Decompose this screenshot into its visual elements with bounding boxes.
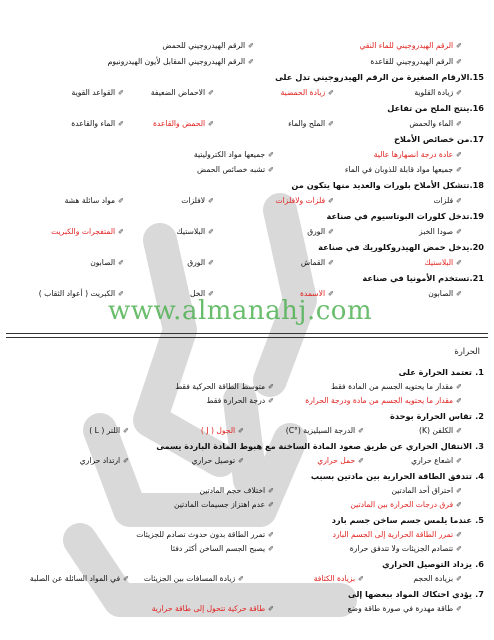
pencil-marker-icon: ✐ bbox=[328, 89, 334, 97]
answer-option[interactable] bbox=[190, 286, 214, 302]
answer-option[interactable] bbox=[359, 38, 462, 54]
pencil-marker-icon: ✐ bbox=[456, 605, 462, 613]
question-text bbox=[311, 469, 484, 484]
question-number: 1. bbox=[475, 367, 484, 377]
answer-option[interactable] bbox=[305, 393, 462, 409]
pencil-marker-icon: ✐ bbox=[456, 120, 462, 128]
option-text: عدم اهتزاز جسيمات المادتين bbox=[173, 500, 266, 509]
question-row bbox=[14, 271, 484, 286]
option-row bbox=[14, 541, 484, 556]
pencil-marker-icon: ✐ bbox=[248, 42, 254, 50]
question-row bbox=[14, 132, 484, 147]
option-text: احتراق أحد المادتين bbox=[391, 486, 454, 495]
answer-option[interactable] bbox=[207, 393, 274, 409]
question-label: تدخل كلورات البوتاسيوم في صناعة bbox=[326, 211, 470, 221]
answer-option[interactable] bbox=[419, 423, 462, 439]
question-number: 20. bbox=[469, 242, 484, 252]
watermark-url: www.almanahj.com bbox=[108, 296, 373, 326]
question-row bbox=[14, 469, 484, 484]
pencil-marker-icon: ✐ bbox=[268, 487, 274, 495]
pencil-marker-icon: ✐ bbox=[118, 197, 124, 205]
answer-option[interactable] bbox=[174, 497, 274, 513]
answer-option[interactable] bbox=[162, 38, 254, 54]
option-row bbox=[14, 423, 484, 438]
option-text: حمل حراري bbox=[317, 456, 356, 465]
pencil-marker-icon: ✐ bbox=[208, 89, 214, 97]
option-text: اللتر ( L ) bbox=[89, 426, 121, 435]
question-number: 2. bbox=[475, 411, 484, 421]
question-label: يزداد التوصيل الحراري bbox=[382, 559, 472, 569]
answer-option[interactable] bbox=[350, 497, 462, 513]
option-text: الدرجة السيليزية (°C) bbox=[285, 426, 356, 435]
answer-option[interactable] bbox=[370, 54, 462, 70]
question-label: تتدفق الطاقة الحرارية بين مادتين بسبب bbox=[310, 471, 472, 481]
answer-option[interactable] bbox=[301, 255, 334, 271]
answer-option[interactable] bbox=[71, 116, 124, 132]
question-text bbox=[394, 132, 484, 147]
pencil-marker-icon: ✐ bbox=[208, 228, 214, 236]
question-number: 18. bbox=[469, 180, 484, 190]
pencil-marker-icon: ✐ bbox=[456, 545, 462, 553]
answer-option[interactable] bbox=[348, 601, 462, 617]
pencil-marker-icon: ✐ bbox=[456, 427, 462, 435]
option-text: صودا الخبز bbox=[419, 227, 454, 236]
answer-option[interactable] bbox=[144, 571, 244, 587]
option-row bbox=[14, 224, 484, 239]
option-text: تمرر الطاقة بدون حدوث تصادم للجزيئات bbox=[136, 530, 266, 539]
pencil-marker-icon: ✐ bbox=[118, 89, 124, 97]
answer-option[interactable] bbox=[374, 147, 462, 163]
pencil-marker-icon: ✐ bbox=[123, 457, 129, 465]
question-row bbox=[14, 587, 484, 602]
pencil-marker-icon: ✐ bbox=[328, 290, 334, 298]
question-number: 16. bbox=[469, 103, 484, 113]
pencil-marker-icon: ✐ bbox=[268, 397, 274, 405]
answer-option[interactable] bbox=[317, 453, 364, 469]
pencil-marker-icon: ✐ bbox=[456, 457, 462, 465]
option-text: فلزات ولافلزات bbox=[275, 196, 326, 205]
pencil-marker-icon: ✐ bbox=[268, 501, 274, 509]
option-text: اشعاع حراري bbox=[411, 456, 454, 465]
answer-option[interactable] bbox=[419, 224, 462, 240]
answer-option[interactable] bbox=[288, 116, 334, 132]
question-text bbox=[156, 439, 484, 454]
pencil-marker-icon: ✐ bbox=[328, 228, 334, 236]
option-text: فلزات bbox=[433, 196, 454, 205]
question-text bbox=[390, 409, 484, 424]
option-text: الملح والماء bbox=[288, 119, 326, 128]
option-text: جميعها مواد الكتروليتية bbox=[193, 150, 266, 159]
pencil-marker-icon: ✐ bbox=[456, 42, 462, 50]
pencil-marker-icon: ✐ bbox=[118, 228, 124, 236]
option-text: توصيل حراري bbox=[191, 456, 236, 465]
answer-option[interactable] bbox=[286, 423, 364, 439]
section-title: الحرارة bbox=[454, 346, 480, 356]
pencil-marker-icon: ✐ bbox=[248, 58, 254, 66]
option-text: درجة الحرارة فقط bbox=[206, 396, 266, 405]
option-text: الماء والقاعدة bbox=[71, 119, 116, 128]
option-text: الصابون bbox=[90, 258, 116, 267]
option-text: الصابون bbox=[428, 289, 454, 298]
answer-option[interactable] bbox=[30, 571, 129, 587]
option-row bbox=[14, 453, 484, 468]
question-row bbox=[14, 209, 484, 224]
option-text: لافلزات bbox=[181, 196, 206, 205]
option-text: تمرر الطاقة الحرارية إلى الجسم البارد bbox=[332, 530, 454, 539]
answer-option[interactable] bbox=[428, 286, 462, 302]
option-row bbox=[14, 255, 484, 270]
pencil-marker-icon: ✐ bbox=[456, 166, 462, 174]
answer-option[interactable] bbox=[72, 85, 124, 101]
question-number: 15. bbox=[469, 72, 484, 82]
answer-option[interactable] bbox=[194, 147, 274, 163]
question-text bbox=[327, 209, 485, 224]
question-text bbox=[362, 271, 484, 286]
pencil-marker-icon: ✐ bbox=[208, 197, 214, 205]
option-text: الكلفن (K) bbox=[419, 426, 454, 435]
option-text: مقدار ما يحتويه الجسم من المادة فقط bbox=[331, 382, 454, 391]
answer-option[interactable] bbox=[350, 541, 462, 557]
pencil-marker-icon: ✐ bbox=[208, 259, 214, 267]
answer-option[interactable] bbox=[89, 423, 129, 439]
option-row bbox=[14, 85, 484, 100]
option-row bbox=[14, 571, 484, 586]
option-row bbox=[14, 393, 484, 408]
option-text: تشبه خصائص الحمض bbox=[197, 165, 266, 174]
question-text bbox=[382, 557, 484, 572]
pencil-marker-icon: ✐ bbox=[456, 197, 462, 205]
option-text: زيادة الحمضية bbox=[280, 88, 326, 97]
option-row bbox=[14, 162, 484, 177]
question-label: من خصائص الأملاح bbox=[393, 134, 470, 144]
option-text: بزيادة الحجم bbox=[413, 574, 454, 583]
question-row bbox=[14, 101, 484, 116]
option-text: الرقم الهيدروجيني للماء النقي bbox=[359, 41, 454, 50]
pencil-marker-icon: ✐ bbox=[118, 290, 124, 298]
question-row bbox=[14, 178, 484, 193]
question-text bbox=[399, 365, 484, 380]
option-row bbox=[14, 193, 484, 208]
answer-option[interactable] bbox=[151, 85, 214, 101]
question-label: عندما يلمس جسم ساخن جسم بارد bbox=[331, 515, 472, 525]
question-text bbox=[318, 240, 484, 255]
option-row bbox=[14, 147, 484, 162]
option-text: الاسمدة bbox=[299, 289, 326, 298]
pencil-marker-icon: ✐ bbox=[456, 531, 462, 539]
option-text: يصبح الجسم الساخن أكثر دفئا bbox=[170, 544, 266, 553]
option-text: البلاستيك bbox=[176, 227, 206, 236]
option-text: القواعد القوية bbox=[71, 88, 116, 97]
question-number: 4. bbox=[475, 471, 484, 481]
question-label: تستخدم الأمونيا في صناعة bbox=[362, 273, 470, 283]
question-number: 6. bbox=[475, 559, 484, 569]
answer-option[interactable] bbox=[425, 255, 462, 271]
option-row bbox=[14, 54, 484, 69]
pencil-marker-icon: ✐ bbox=[456, 151, 462, 159]
question-label: تقاس الحرارة بوحدة bbox=[390, 411, 472, 421]
option-text: الحمض والقاعدة bbox=[152, 119, 206, 128]
option-text: الرقم الهيدروجيني المقابل لأيون الهيدرونيوم bbox=[107, 57, 246, 66]
option-row bbox=[14, 527, 484, 542]
question-label: الانتقال الحراري عن طريق صعود المادة الساخنة مع هبوط المادة الباردة يسمى bbox=[156, 441, 472, 451]
answer-option[interactable] bbox=[314, 571, 364, 587]
pencil-marker-icon: ✐ bbox=[328, 120, 334, 128]
option-text: الخل bbox=[190, 289, 206, 298]
answer-option[interactable] bbox=[434, 193, 462, 209]
question-row bbox=[14, 557, 484, 572]
answer-option[interactable] bbox=[307, 224, 334, 240]
answer-option[interactable] bbox=[414, 85, 462, 101]
question-number: 3. bbox=[475, 441, 484, 451]
question-row bbox=[14, 513, 484, 528]
answer-option[interactable] bbox=[187, 255, 214, 271]
pencil-marker-icon: ✐ bbox=[456, 383, 462, 391]
question-row bbox=[14, 439, 484, 454]
question-number: 19. bbox=[469, 211, 484, 221]
option-text: تتصادم الجزيئات ولا تتدفق حرارة bbox=[349, 544, 454, 553]
answer-option[interactable] bbox=[65, 193, 124, 209]
answer-option[interactable] bbox=[153, 116, 214, 132]
section-divider bbox=[6, 333, 488, 338]
option-text: فرق درجات الحرارة بين المادتين bbox=[350, 500, 454, 509]
option-row bbox=[14, 116, 484, 131]
option-text: الورق bbox=[307, 227, 326, 236]
option-text: القماش bbox=[300, 258, 326, 267]
option-row bbox=[14, 379, 484, 394]
pencil-marker-icon: ✐ bbox=[238, 457, 244, 465]
option-row bbox=[14, 497, 484, 512]
pencil-marker-icon: ✐ bbox=[456, 290, 462, 298]
pencil-marker-icon: ✐ bbox=[268, 531, 274, 539]
question-text bbox=[387, 101, 484, 116]
option-row bbox=[14, 483, 484, 498]
option-text: الكبريت ( أعواد الثقاب ) bbox=[38, 289, 116, 298]
question-number: 21. bbox=[469, 273, 484, 283]
question-text bbox=[332, 513, 484, 528]
option-text: طاقة حركية تتحول إلى طاقة حرارية bbox=[151, 604, 266, 613]
option-row bbox=[14, 286, 484, 301]
question-row bbox=[14, 70, 484, 85]
pencil-marker-icon: ✐ bbox=[118, 120, 124, 128]
option-text: الماء والحمض bbox=[409, 119, 454, 128]
pencil-marker-icon: ✐ bbox=[456, 89, 462, 97]
pencil-marker-icon: ✐ bbox=[118, 259, 124, 267]
pencil-marker-icon: ✐ bbox=[456, 501, 462, 509]
option-text: الرقم الهيدروجيني للحمض bbox=[162, 41, 246, 50]
pencil-marker-icon: ✐ bbox=[456, 58, 462, 66]
pencil-marker-icon: ✐ bbox=[238, 427, 244, 435]
question-label: يدخل حمض الهيدروكلوريك في صناعة bbox=[318, 242, 470, 252]
option-text: عادة درجة انصهارها عالية bbox=[373, 150, 454, 159]
question-label: تعتمد الحرارة على bbox=[398, 367, 472, 377]
answer-option[interactable] bbox=[300, 286, 334, 302]
question-text bbox=[291, 178, 484, 193]
option-text: المتفجرات والكبريت bbox=[51, 227, 116, 236]
pencil-marker-icon: ✐ bbox=[456, 397, 462, 405]
pencil-marker-icon: ✐ bbox=[123, 427, 129, 435]
option-row bbox=[14, 38, 484, 53]
question-label: الارقام الصغيرة من الرقم الهيدروجيني تدل على bbox=[275, 72, 470, 82]
answer-option[interactable] bbox=[281, 85, 334, 101]
answer-option[interactable] bbox=[51, 224, 124, 240]
pencil-marker-icon: ✐ bbox=[268, 545, 274, 553]
question-row bbox=[14, 409, 484, 424]
pencil-marker-icon: ✐ bbox=[208, 290, 214, 298]
question-row bbox=[14, 365, 484, 380]
option-text: مواد سائلة هشة bbox=[64, 196, 116, 205]
pencil-marker-icon: ✐ bbox=[268, 151, 274, 159]
option-text: زيادة المسافات بين الجزيئات bbox=[143, 574, 236, 583]
option-text: اختلاف حجم المادتين bbox=[199, 486, 266, 495]
answer-option[interactable] bbox=[413, 571, 462, 587]
answer-option[interactable] bbox=[90, 255, 124, 271]
answer-option[interactable] bbox=[152, 601, 274, 617]
question-text bbox=[275, 70, 484, 85]
pencil-marker-icon: ✐ bbox=[328, 197, 334, 205]
question-text bbox=[348, 587, 484, 602]
pencil-marker-icon: ✐ bbox=[456, 259, 462, 267]
pencil-marker-icon: ✐ bbox=[358, 457, 364, 465]
answer-option[interactable] bbox=[80, 453, 129, 469]
pencil-marker-icon: ✐ bbox=[268, 383, 274, 391]
question-number: 5. bbox=[475, 515, 484, 525]
answer-option[interactable] bbox=[197, 162, 274, 178]
option-text: مقدار ما يحتويه الجسم من مادة ودرجة الحرارة bbox=[305, 396, 454, 405]
pencil-marker-icon: ✐ bbox=[358, 575, 364, 583]
pencil-marker-icon: ✐ bbox=[238, 575, 244, 583]
answer-option[interactable] bbox=[411, 453, 462, 469]
answer-option[interactable] bbox=[177, 224, 214, 240]
answer-option[interactable] bbox=[39, 286, 124, 302]
pencil-marker-icon: ✐ bbox=[456, 575, 462, 583]
pencil-marker-icon: ✐ bbox=[456, 487, 462, 495]
option-text: بزيادة الكثافة bbox=[313, 574, 356, 583]
option-text: في المواد السائلة عن الصلبة bbox=[29, 574, 121, 583]
question-row bbox=[14, 240, 484, 255]
option-text: البلاستيك bbox=[424, 258, 454, 267]
pencil-marker-icon: ✐ bbox=[268, 605, 274, 613]
answer-option[interactable] bbox=[345, 162, 462, 178]
answer-option[interactable] bbox=[192, 453, 244, 469]
pencil-marker-icon: ✐ bbox=[456, 228, 462, 236]
option-text: طاقة مهدرة في صورة طاقة وضع bbox=[347, 604, 454, 613]
option-text: الرقم الهيدروجيني للقاعدة bbox=[370, 57, 454, 66]
option-text: الجول ( J ) bbox=[200, 426, 236, 435]
option-row bbox=[14, 601, 484, 616]
question-label: ينتج الملح من تفاعل bbox=[387, 103, 470, 113]
answer-option[interactable] bbox=[181, 193, 214, 209]
pencil-marker-icon: ✐ bbox=[328, 259, 334, 267]
answer-option[interactable] bbox=[171, 541, 274, 557]
option-text: متوسط الطاقة الحركية فقط bbox=[175, 382, 266, 391]
answer-option[interactable] bbox=[276, 193, 334, 209]
question-label: تتشكل الأملاح بلورات والعديد منها يتكون من bbox=[291, 180, 470, 190]
question-number: 17. bbox=[469, 134, 484, 144]
pencil-marker-icon: ✐ bbox=[123, 575, 129, 583]
answer-option[interactable] bbox=[108, 54, 254, 70]
option-text: الورق bbox=[187, 258, 206, 267]
pencil-marker-icon: ✐ bbox=[268, 166, 274, 174]
pencil-marker-icon: ✐ bbox=[208, 120, 214, 128]
answer-option[interactable] bbox=[201, 423, 244, 439]
answer-option[interactable] bbox=[409, 116, 462, 132]
question-number: 7. bbox=[475, 589, 484, 599]
question-label: يؤدي احتكاك المواد ببعضها إلى bbox=[348, 589, 472, 599]
option-text: الاحماض الضعيفة bbox=[150, 88, 206, 97]
option-text: ارتداد حراري bbox=[79, 456, 121, 465]
option-text: جميعها مواد قابلة للذوبان في الماء bbox=[344, 165, 454, 174]
option-text: زيادة القلوية bbox=[414, 88, 454, 97]
pencil-marker-icon: ✐ bbox=[358, 427, 364, 435]
